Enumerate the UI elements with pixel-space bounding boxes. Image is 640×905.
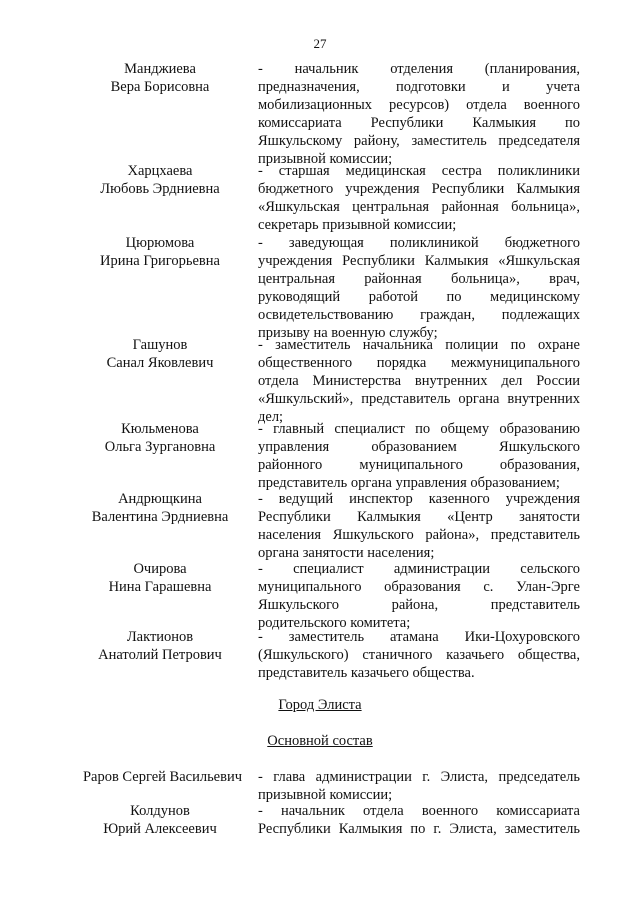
- member-role: - ведущий инспектор казенного учреждения Республики Калмыкия «Центр занятости населения Яшкульского района», представитель органа занятости населения;: [258, 491, 580, 561]
- member-name: Харцхаева Любовь Эрдниевна: [100, 163, 220, 197]
- member-name: Андрющкина Валентина Эрдниевна: [91, 491, 229, 525]
- member-role: - начальник отдела военного комиссариата Республики Калмыкия по г. Элиста, заместитель: [258, 803, 580, 837]
- member-role: - заместитель атамана Ики-Цохуровского (Яшкульского) станичного казачьего общества, представитель казачьего общества.: [258, 629, 580, 681]
- member-name: Очирова Нина Гарашевна: [108, 561, 212, 595]
- member-name: Гашунов Санал Яковлевич: [106, 337, 214, 371]
- member-role: - старшая медицинская сестра поликлиники бюджетного учреждения Республики Калмыкия «Яшкульская центральная районная больница», секретарь призывной комиссии;: [258, 163, 580, 233]
- member-name: Раров Сергей Васильевич: [82, 769, 243, 785]
- page-number: 27: [313, 36, 327, 51]
- section-title: Город Элиста: [278, 697, 362, 713]
- member-role: - главный специалист по общему образованию управления образованием Яшкульского районного муниципального образования, представитель органа управления образованием;: [258, 421, 580, 491]
- member-name: Манджиева Вера Борисовна: [110, 61, 210, 95]
- member-role: - начальник отделения (планирования, предназначения, подготовки и учета мобилизационных ресурсов) отдела военного комиссариата Республики Калмыкия по Яшкульскому району, заместитель председателя призывной комиссии;: [258, 61, 580, 167]
- member-name: Цюрюмова Ирина Григорьевна: [100, 235, 220, 269]
- member-name: Колдунов Юрий Алексеевич: [103, 803, 217, 837]
- subsection-title: Основной состав: [267, 733, 373, 749]
- member-role: - специалист администрации сельского муниципального образования с. Улан-Эрге Яшкульского района, представитель родительского комитета;: [258, 561, 580, 631]
- member-role: - заведующая поликлиникой бюджетного учреждения Республики Калмыкия «Яшкульская центральная районная больница», врач, руководящий работой по медицинскому освидетельствованию граждан, подлежащих призыву на военную службу;: [258, 235, 580, 341]
- member-role: - заместитель начальника полиции по охране общественного порядка межмуниципального отдела Министерства внутренних дел России «Яшкульский», представитель органа внутренних дел;: [258, 337, 580, 425]
- member-name: Кюльменова Ольга Зургановна: [104, 421, 216, 455]
- member-role: - глава администрации г. Элиста, председатель призывной комиссии;: [258, 769, 580, 803]
- member-name: Лактионов Анатолий Петрович: [98, 629, 222, 663]
